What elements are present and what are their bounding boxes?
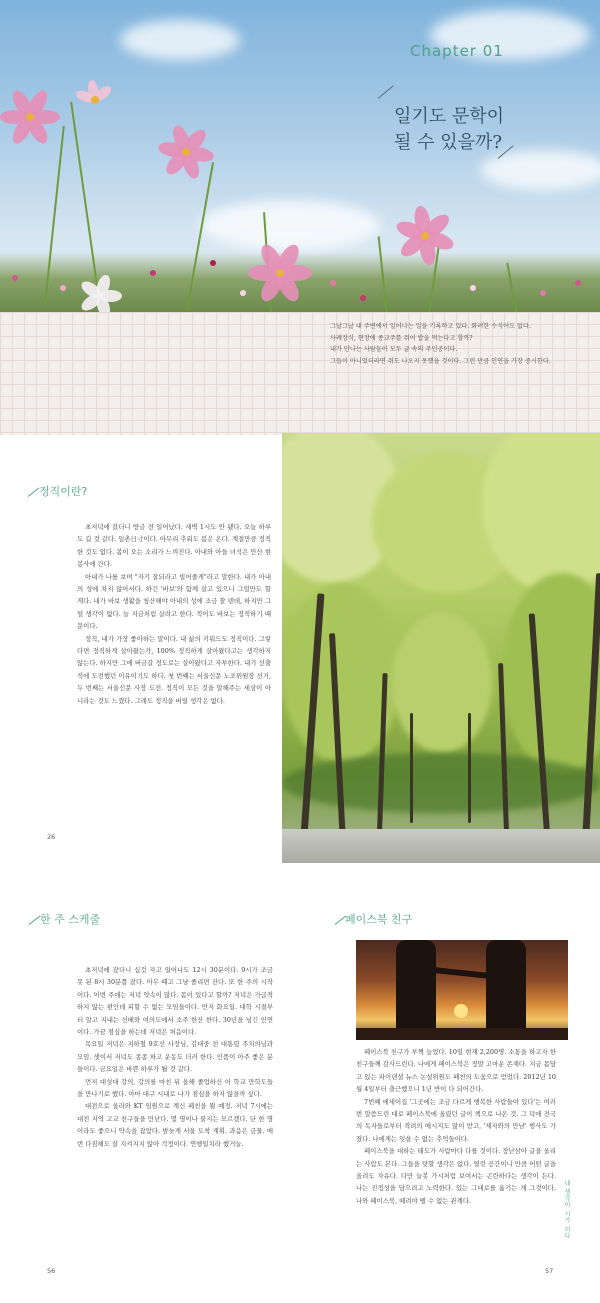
section-heading: 한 주 스케줄 (40, 913, 101, 926)
chapter-title-line1: 일기도 문학이 (394, 106, 505, 127)
paragraph: 초저녁에 잤더니 십것 자고 일어나도 12시 30분이다. 9시가 조금 못 된 8시 30분쯤 잤다. 아무 때고 그냥 졸리면 잔다. 또 한 주의 시작이다. 이번 주에는 저녁 약속이 많다. 몸이 있다고 할까? 저녁은 가급적 하지 않는 편인데 피할 수 없는 모임들이다. 먼저 화요일. 대학 시절부터 알고 지내는 선배와 여의도에서 소주 한잔 한다. 30년을 넘긴 인연이다. 가끔 점심을 하는데 저녁은 처음이다. (77, 966, 273, 1037)
paragraph: 아내가 나를 보며 "자기 잘되라고 빌어줄게"라고 말한다. 내가 아내의 성에 차지 않아서다. 하긴 '바보'와 함께 살고 있으니 그럴만도 할 게다. 내가 바보 생활을 청산해야 아내의 성에 조금 찰 텐데, 하지만 그럴 생각이 없다. 늘 지금처럼 살려고 한다. 적어도 바보는 정직하기 때문이다. (77, 572, 271, 631)
paragraph: 정직, 내가 가장 좋아하는 말이다. 내 삶의 키워드도 정직이다. 그렇다면 정직하게 살아왔는가, 100% 정직하게 살아왔다고는 생각하지 않는다. 하지만 그에 버금갈 정도로는 살아왔다고 자부한다. 내가 선출직에 도전했던 이유이기도 하다. 첫 번째는 서울신문 노조위원장 선거, 두 번째는 서울신문 사장 도전. 정직이 모든 것을 말해주는 세상이 아니라는 것도 느꼈다. 그래도 정직을 버릴 생각은 없다. (77, 634, 271, 705)
page57-body (356, 1046, 556, 1207)
section-heading: 페이스북 친구 (345, 913, 413, 926)
intro-line: 내가 만나는 사람들이 모두 글 속의 주인공이다. (330, 346, 458, 354)
paragraph: 7번째 에세이집 '그곳에는 조금 다르게 행복한 사람들이 있다'는 여러 번 말씀드린 대로 페이스북에 올렸던 글이 책으로 나온 것. 그 덕에 전국의 독자들로부터 격려의 메시지도 많이 받고, '제자와의 만남' 행사도 가졌다. 나에게는 잊을 수 없는 추억들이다. (356, 1097, 556, 1143)
chapter-label: Chapter 01 (410, 42, 504, 60)
page56-body (77, 964, 273, 1150)
paragraph: 페이스북 친구가 부쩍 늘었다. 10일 현재 2,200명. 소통을 하고자 한 친구들께 감사드린다. 나에게 페이스북은 정말 고마운 존재다. 지금 몸담고 있는 파이낸셜 뉴스 논설위원도 페친의 도움으로 얻었다. 2012년 10월 4일부터 출근했으니 1년 반이 다 되어간다. (356, 1048, 556, 1094)
paragraph: 먼저 대성대 강의, 강의를 마친 뒤 올해 졸업하신 이 학교 만학도들을 만나기로 했다. 아마 대구 시내로 나가 점심을 하지 않을까 싶다. (77, 1077, 273, 1099)
cover-photo (0, 0, 600, 312)
section-heading: 정직이란? (39, 485, 88, 498)
tree-road-photo (282, 433, 600, 863)
intro-line: 그날그날 내 주변에서 일어나는 일을 기록하고 있다. 화려한 수식어도 없다. (330, 323, 531, 330)
heading-slash (29, 915, 41, 924)
paragraph: 대전으로 올라와 KT 임원으로 계신 페친을 뵐 예정. 저녁 7시에는 대전 지역 고교 친구들을 만난다. 몇 명이나 불지는 모르겠다. 단 한 명이라도 좋으니 약속을 잡았다. 밤늦게 서울 도착 계획. 과음은 금물. 매번 다짐해도 잘 지켜지지 않아 걱정이다. 연행일치라 했거늘. (77, 1102, 273, 1148)
cloud (200, 200, 380, 250)
chapter-intro (330, 321, 592, 367)
page-number: 26 (47, 833, 56, 841)
cloud (120, 20, 240, 60)
paragraph: 초저녁에 잤더니 방금 전 일어났다. 새벽 1시도 안 됐다. 오늘 하루도 길 것 같다. 일촌日寸이다. 아무리 추워도 봄은 온다. 계절만큼 정직한 것도 없다. 봄이 오는 소리가 느껴진다. 아내와 아들 녀석은 안산 현봉사에 간다. (77, 523, 271, 569)
running-head-vertical: 내 생각이 시가 되다 (563, 1180, 570, 1240)
intro-line: 사례장식, 현장에 종교주를 쥐어 밥을 먹는다고 할까? (330, 334, 473, 342)
paragraph: 목요일 저녁은 지하철 9호선 사장님, 김대중 전 대통령 주치의님과 모임. 셋이서 저녁도 종종 하고 운동도 더러 한다. 인품이 아주 좋은 분들이다. 금요일은 바쁜 하루가 될 것 같다. (77, 1040, 273, 1074)
paragraph: 페이스북을 대하는 태도가 사람마다 다를 것이다. 장난삼아 글을 올리는 사람도 본다. 그들을 탓할 생각은 없다. 열린 공간이니 만큼 어떤 글을 올려도 자유다. 다만 늘봇 가시처럼 보여서는 곤란하다는 생각이 든다. 나는 진정성을 담으려고 노력한다. 있는 그대로를 옮기는 게 그것이다. 나와 페이스북, 떼려야 뗄 수 없는 관계다. (356, 1147, 556, 1205)
chapter-title (394, 104, 504, 156)
page-number: 57 (545, 1267, 554, 1275)
page26-body (77, 521, 271, 707)
cloud (480, 150, 600, 190)
couple-sunset-photo (356, 940, 568, 1040)
intro-line: 그들이 아니었더라면 쥐도 나오지 못했을 것이다. 그런 만큼 인연을 가장 중시한다. (330, 357, 551, 365)
title-slash (378, 85, 394, 99)
chapter-title-line2: 될 수 있을까? (394, 132, 503, 153)
heading-slash (28, 487, 40, 496)
road (282, 829, 600, 863)
page-number: 56 (47, 1267, 56, 1275)
